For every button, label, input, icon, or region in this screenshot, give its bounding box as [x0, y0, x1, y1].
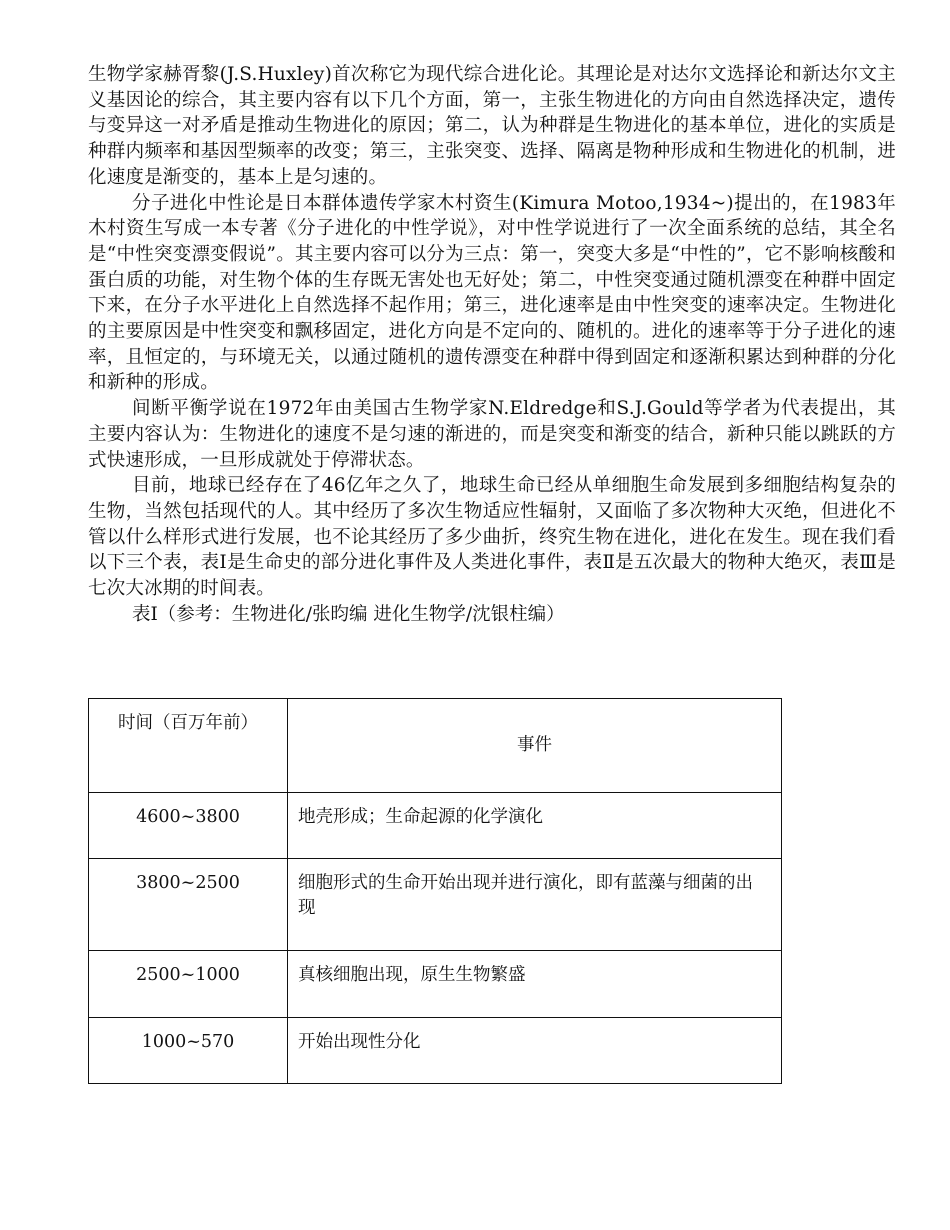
paragraph-punctuated-equilibrium: 间断平衡学说在1972年由美国古生物学家N.Eldredge和S.J.Gould等学者为代表提出，其主要内容认为：生物进化的速度不是匀速的渐进的，而是突变和渐变的结合，新种只能以跳跃的方式快速形成，一旦形成就处于停滞状态。 [88, 398, 896, 471]
document-body [88, 62, 896, 628]
paragraph-synthetic-theory: 生物学家赫胥黎(J.S.Huxley)首次称它为现代综合进化论。其理论是对达尔文选择论和新达尔文主义基因论的综合，其主要内容有以下几个方面，第一，主张生物进化的方向由自然选择决定，遗传与变异这一对矛盾是推动生物进化的原因；第二，认为种群是生物进化的基本单位，进化的实质是种群内频率和基因型频率的改变；第三，主张突变、选择、隔离是物种形成和生物进化的机制，进化速度是渐变的，基本上是匀速的。 [88, 64, 896, 188]
cell-event: 开始出现性分化 [288, 1018, 782, 1084]
cell-time: 3800~2500 [89, 859, 288, 951]
cell-time: 4600~3800 [89, 793, 288, 859]
cell-event: 真核细胞出现，原生生物繁盛 [288, 951, 782, 1018]
table-caption: 表Ⅰ（参考：生物进化/张昀编 进化生物学/沈银柱编） [132, 603, 565, 625]
cell-time: 2500~1000 [89, 951, 288, 1018]
header-event: 事件 [288, 699, 782, 793]
table-row [89, 793, 782, 859]
table-row [89, 951, 782, 1018]
evolution-events-table [88, 698, 782, 1084]
table-row [89, 859, 782, 951]
table-row [89, 1018, 782, 1084]
cell-time: 1000~570 [89, 1018, 288, 1084]
table-header-row [89, 699, 782, 793]
cell-event: 地壳形成；生命起源的化学演化 [288, 793, 782, 859]
cell-event: 细胞形式的生命开始出现并进行演化，即有蓝藻与细菌的出现 [288, 859, 782, 951]
paragraph-neutral-theory: 分子进化中性论是日本群体遗传学家木村资生(Kimura Motoo,1934~)提出的，在1983年木村资生写成一本专著《分子进化的中性学说》，对中性学说进行了一次全面系统的总结，其全名是“中性突变漂变假说”。其主要内容可以分为三点：第一，突变大多是“中性的”，它不影响核酸和蛋白质的功能，对生物个体的生存既无害处也无好处；第二，中性突变通过随机漂变在种群中固定下来，在分子水平进化上自然选择不起作用；第三，进化速率是由中性突变的速率决定。生物进化的主要原因是中性突变和飘移固定，进化方向是不定向的、随机的。进化的速率等于分子进化的速率，且恒定的，与环境无关，以通过随机的遗传漂变在种群中得到固定和逐渐积累达到种群的分化和新种的形成。 [88, 192, 896, 394]
header-time: 时间（百万年前） [89, 699, 288, 793]
paragraph-evolution-overview: 目前，地球已经存在了46亿年之久了，地球生命已经从单细胞生命发展到多细胞结构复杂的生物，当然包括现代的人。其中经历了多次生物适应性辐射，又面临了多次物种大灭绝，但进化不管以什么样形式进行发展，也不论其经历了多少曲折，终究生物在进化，进化在发生。现在我们看以下三个表，表Ⅰ是生命史的部分进化事件及人类进化事件，表Ⅱ是五次最大的物种大绝灭，表Ⅲ是七次大冰期的时间表。 [88, 475, 896, 600]
